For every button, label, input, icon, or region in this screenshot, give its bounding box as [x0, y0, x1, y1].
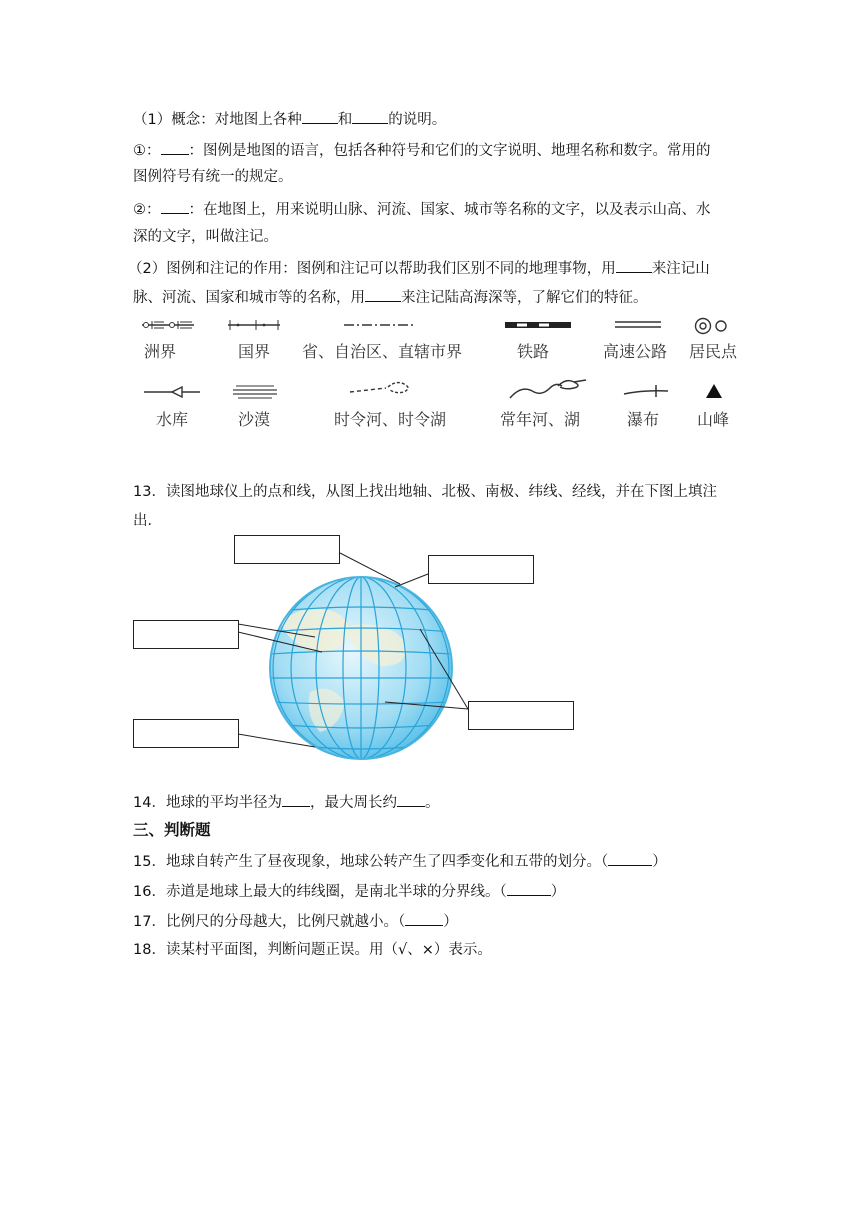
answer-blank[interactable]: [161, 139, 189, 155]
text: ）: [550, 884, 566, 900]
text: ）: [443, 914, 458, 930]
settlement-symbol: [694, 316, 734, 336]
function-line-2: [133, 286, 648, 308]
label-box-top-left[interactable]: [234, 535, 340, 564]
reservoir-symbol: [142, 384, 202, 400]
label-box-right[interactable]: [468, 701, 574, 730]
label-box-mid-left[interactable]: [133, 620, 239, 649]
answer-blank[interactable]: [608, 850, 652, 866]
annotation-definition-line-2: 深的文字，叫做注记。: [133, 229, 278, 245]
question-17: [133, 910, 458, 932]
text: （1）概念：对地图上各种: [133, 112, 302, 128]
legend-label-railway: 铁路: [517, 342, 550, 361]
text: （2）图例和注记的作用：图例和注记可以帮助我们区别不同的地理事物，用: [128, 261, 616, 277]
question-13-line-2: 出．: [133, 513, 162, 529]
text: 16．赤道是地球上最大的纬线圈，是南北半球的分界线。（: [133, 884, 507, 900]
legend-label-provincial-boundary: 省、自治区、直辖市界: [302, 342, 463, 361]
text: ①：: [133, 143, 161, 159]
answer-blank[interactable]: [507, 880, 551, 896]
answer-blank[interactable]: [405, 910, 443, 926]
legend-definition-line-2: 图例符号有统一的规定。: [133, 169, 293, 185]
text: 17．比例尺的分母越大，比例尺就越小。（: [133, 914, 406, 930]
text: ，最大周长约: [309, 795, 397, 811]
section-title-judgment: 三、判断题: [133, 821, 211, 839]
text: 15．地球自转产生了昼夜现象，地球公转产生了四季变化和五带的划分。（: [133, 854, 609, 870]
answer-blank[interactable]: [352, 108, 388, 124]
text: ：图例是地图的语言，包括各种符号和它们的文字说明、地理名称和数字。常用的: [188, 143, 711, 159]
label-box-bottom-left[interactable]: [133, 719, 239, 748]
legend-label-highway: 高速公路: [603, 342, 668, 361]
concept-line: [133, 108, 446, 130]
mountain-peak-symbol: [704, 382, 724, 400]
legend-definition-line: [133, 139, 711, 161]
legend-label-reservoir: 水库: [156, 410, 189, 429]
desert-symbol: [230, 381, 280, 401]
legend-label-seasonal-river-lake: 时令河、时令湖: [334, 410, 447, 429]
highway-symbol: [613, 318, 663, 332]
waterfall-symbol: [622, 382, 672, 400]
legend-label-desert: 沙漠: [238, 410, 271, 429]
legend-label-mountain-peak: 山峰: [697, 410, 730, 429]
legend-label-waterfall: 瀑布: [627, 410, 660, 429]
answer-blank[interactable]: [302, 108, 338, 124]
railway-symbol: [503, 318, 573, 332]
text: ：在地图上，用来说明山脉、河流、国家、城市等名称的文字，以及表示山高、水: [188, 202, 711, 218]
provincial-boundary-symbol: [342, 318, 416, 332]
text: 。: [424, 795, 440, 811]
text: ）: [652, 854, 667, 870]
question-18: 18．读某村平面图，判断问题正误。用（√、×）表示。: [133, 942, 492, 958]
continent-boundary-symbol: [140, 318, 196, 332]
text: ②：: [133, 202, 161, 218]
legend-label-national-boundary: 国界: [238, 342, 271, 361]
answer-blank[interactable]: [365, 286, 401, 302]
text: 14．地球的平均半径为: [133, 795, 282, 811]
text: 脉、河流、国家和城市等的名称，用: [133, 290, 365, 306]
national-boundary-symbol: [226, 318, 282, 332]
legend-label-continent-boundary: 洲界: [144, 342, 177, 361]
answer-blank[interactable]: [282, 791, 310, 807]
question-13-line-1: 13．读图地球仪上的点和线，从图上找出地轴、北极、南极、纬线、经线，并在下图上填注: [133, 484, 717, 500]
question-16: [133, 880, 565, 902]
text: 的说明。: [388, 112, 447, 128]
text: 来注记陆高海深等，了解它们的特征。: [401, 290, 648, 306]
perennial-river-lake-symbol: [508, 376, 588, 402]
answer-blank[interactable]: [397, 791, 425, 807]
legend-label-settlement: 居民点: [689, 342, 738, 361]
label-box-top-right[interactable]: [428, 555, 534, 584]
text: 来注记山: [651, 261, 710, 277]
annotation-definition-line: [133, 198, 711, 220]
seasonal-river-lake-symbol: [348, 378, 416, 398]
text: 和: [337, 112, 353, 128]
answer-blank[interactable]: [616, 257, 652, 273]
question-14: [133, 791, 439, 813]
function-line: [128, 257, 710, 279]
question-15: [133, 850, 667, 872]
legend-label-perennial-river-lake: 常年河、湖: [500, 410, 581, 429]
answer-blank[interactable]: [161, 198, 189, 214]
